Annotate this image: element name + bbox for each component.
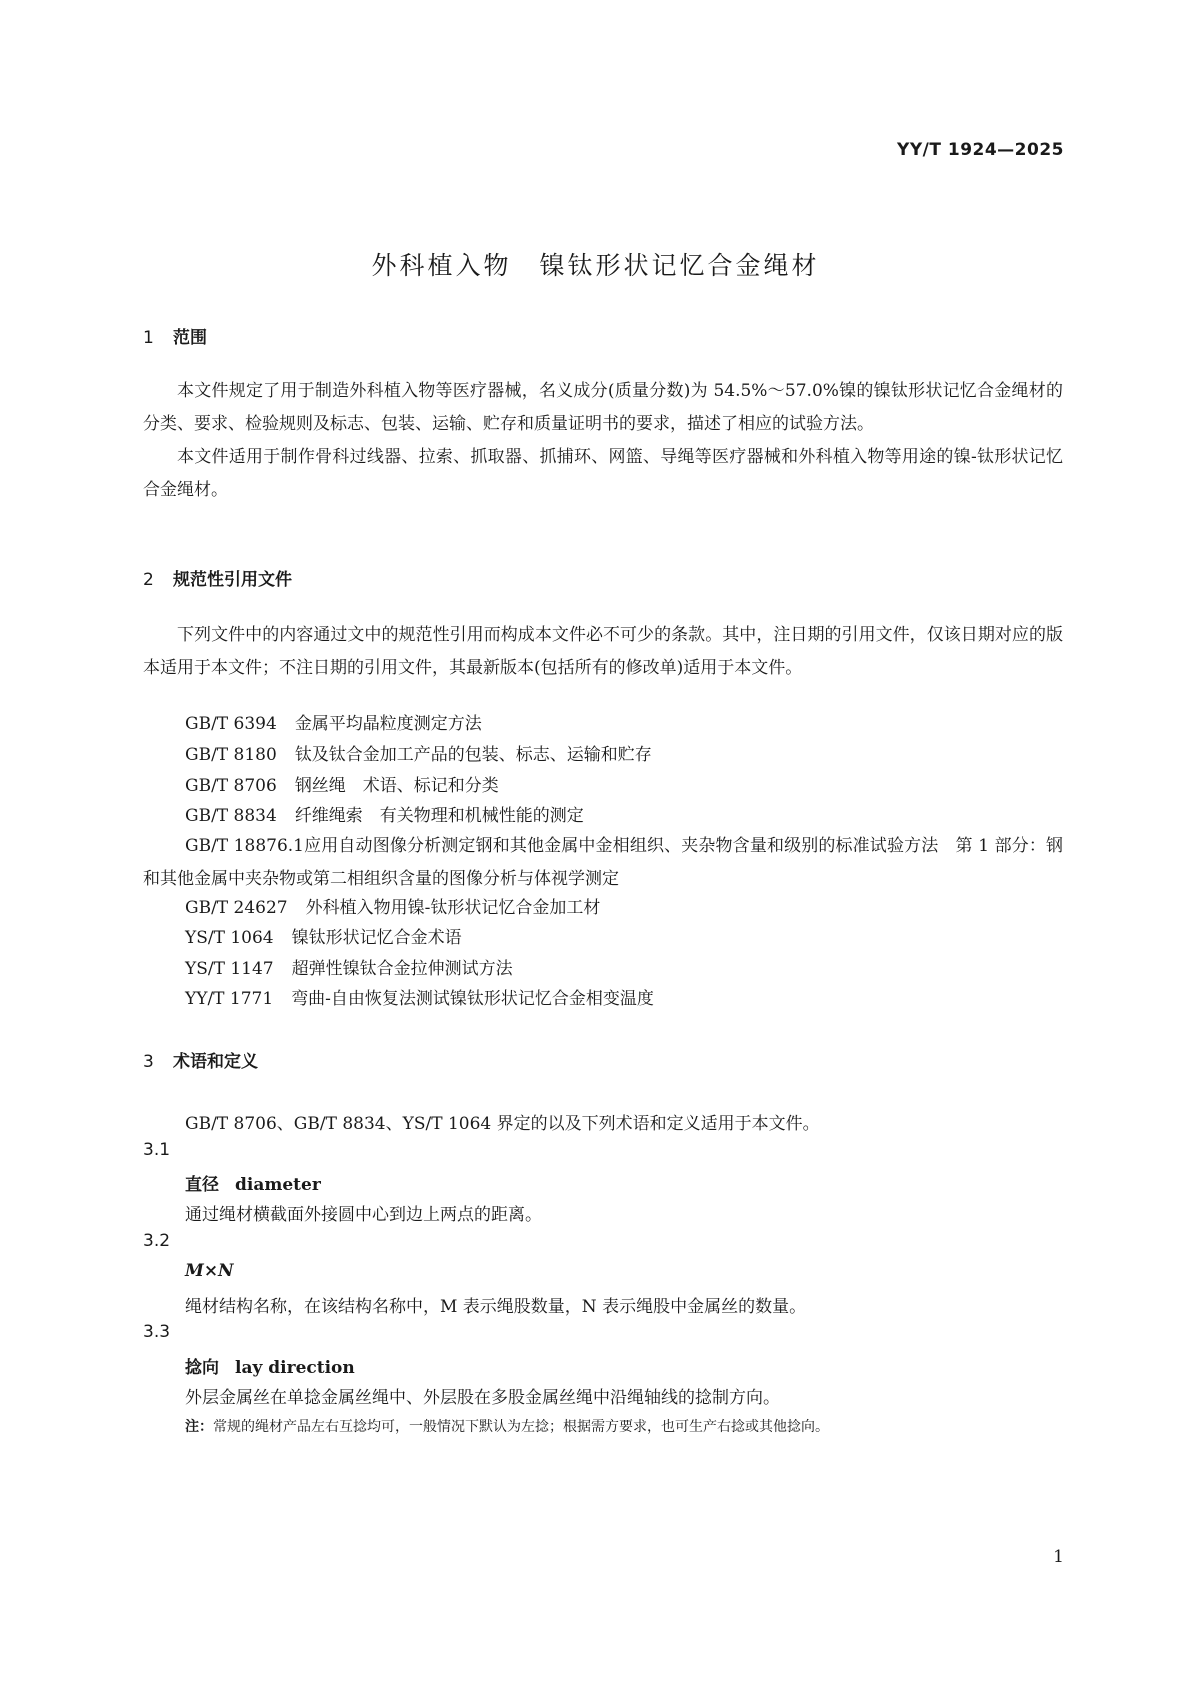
section-1-body bbox=[143, 375, 1063, 507]
term-definition: 外层金属丝在单捻金属丝绳中、外层股在多股金属丝绳中沿绳轴线的捻制方向。 bbox=[185, 1388, 780, 1408]
term-entry: 捻向 lay direction bbox=[185, 1358, 355, 1378]
reference-item: GB/T 8180 钛及钛合金加工产品的包装、标志、运输和贮存 bbox=[185, 745, 652, 765]
note: 注：常规的绳材产品左右互捻均可，一般情况下默认为左捻；根据需方要求，也可生产右捻或其他捻向。 bbox=[185, 1419, 829, 1435]
reference-item: YY/T 1771 弯曲-自由恢复法测试镍钛形状记忆合金相变温度 bbox=[185, 989, 654, 1009]
reference-item: YS/T 1147 超弹性镍钛合金拉伸测试方法 bbox=[185, 959, 513, 979]
reference-item: GB/T 8834 纤维绳索 有关物理和机械性能的测定 bbox=[185, 806, 584, 826]
page-number: 1 bbox=[1053, 1547, 1064, 1567]
reference-item: GB/T 18876.1应用自动图像分析测定钢和其他金属中金相组织、夹杂物含量和级别的标准试验方法 第 1 部分：钢和其他金属中夹杂物或第二相组织含量的图像分析与体视学测定 bbox=[143, 836, 1063, 889]
term-number: 3.1 bbox=[143, 1140, 171, 1160]
term-number: 3.3 bbox=[143, 1322, 171, 1342]
paragraph: 本文件适用于制作骨科过线器、拉索、抓取器、抓捕环、网篮、导绳等医疗器械和外科植入物等用途的镍-钛形状记忆合金绳材。 bbox=[143, 447, 1063, 500]
reference-item: GB/T 24627 外科植入物用镍-钛形状记忆合金加工材 bbox=[185, 898, 601, 918]
reference-item: YS/T 1064 镍钛形状记忆合金术语 bbox=[185, 928, 462, 948]
standard-number: YY/T 1924—2025 bbox=[897, 140, 1064, 160]
term-entry: M×N bbox=[185, 1261, 234, 1281]
term-definition: 通过绳材横截面外接圆中心到边上两点的距离。 bbox=[185, 1205, 542, 1225]
section-3-intro: GB/T 8706、GB/T 8834、YS/T 1064 界定的以及下列术语和定义适用于本文件。 bbox=[185, 1114, 820, 1134]
reference-item: GB/T 6394 金属平均晶粒度测定方法 bbox=[185, 714, 482, 734]
section-3-heading: 3 术语和定义 bbox=[143, 1052, 258, 1072]
paragraph: 本文件规定了用于制造外科植入物等医疗器械，名义成分(质量分数)为 54.5%～57.0%镍的镍钛形状记忆合金绳材的分类、要求、检验规则及标志、包装、运输、贮存和质量证明书的要求，描述了相应的试验方法。 bbox=[143, 381, 1063, 434]
term-entry: 直径 diameter bbox=[185, 1175, 321, 1195]
section-2-intro: 下列文件中的内容通过文中的规范性引用而构成本文件必不可少的条款。其中，注日期的引用文件，仅该日期对应的版本适用于本文件；不注日期的引用文件，其最新版本(包括所有的修改单)适用于本文件。 bbox=[143, 625, 1063, 678]
reference-item: GB/T 8706 钢丝绳 术语、标记和分类 bbox=[185, 776, 499, 796]
term-number: 3.2 bbox=[143, 1231, 171, 1251]
term-definition: 绳材结构名称，在该结构名称中，M 表示绳股数量，N 表示绳股中金属丝的数量。 bbox=[185, 1297, 807, 1317]
section-1-heading: 1 范围 bbox=[143, 328, 207, 348]
section-2-heading: 2 规范性引用文件 bbox=[143, 570, 292, 590]
document-title: 外科植入物 镍钛形状记忆合金绳材 bbox=[371, 251, 820, 280]
